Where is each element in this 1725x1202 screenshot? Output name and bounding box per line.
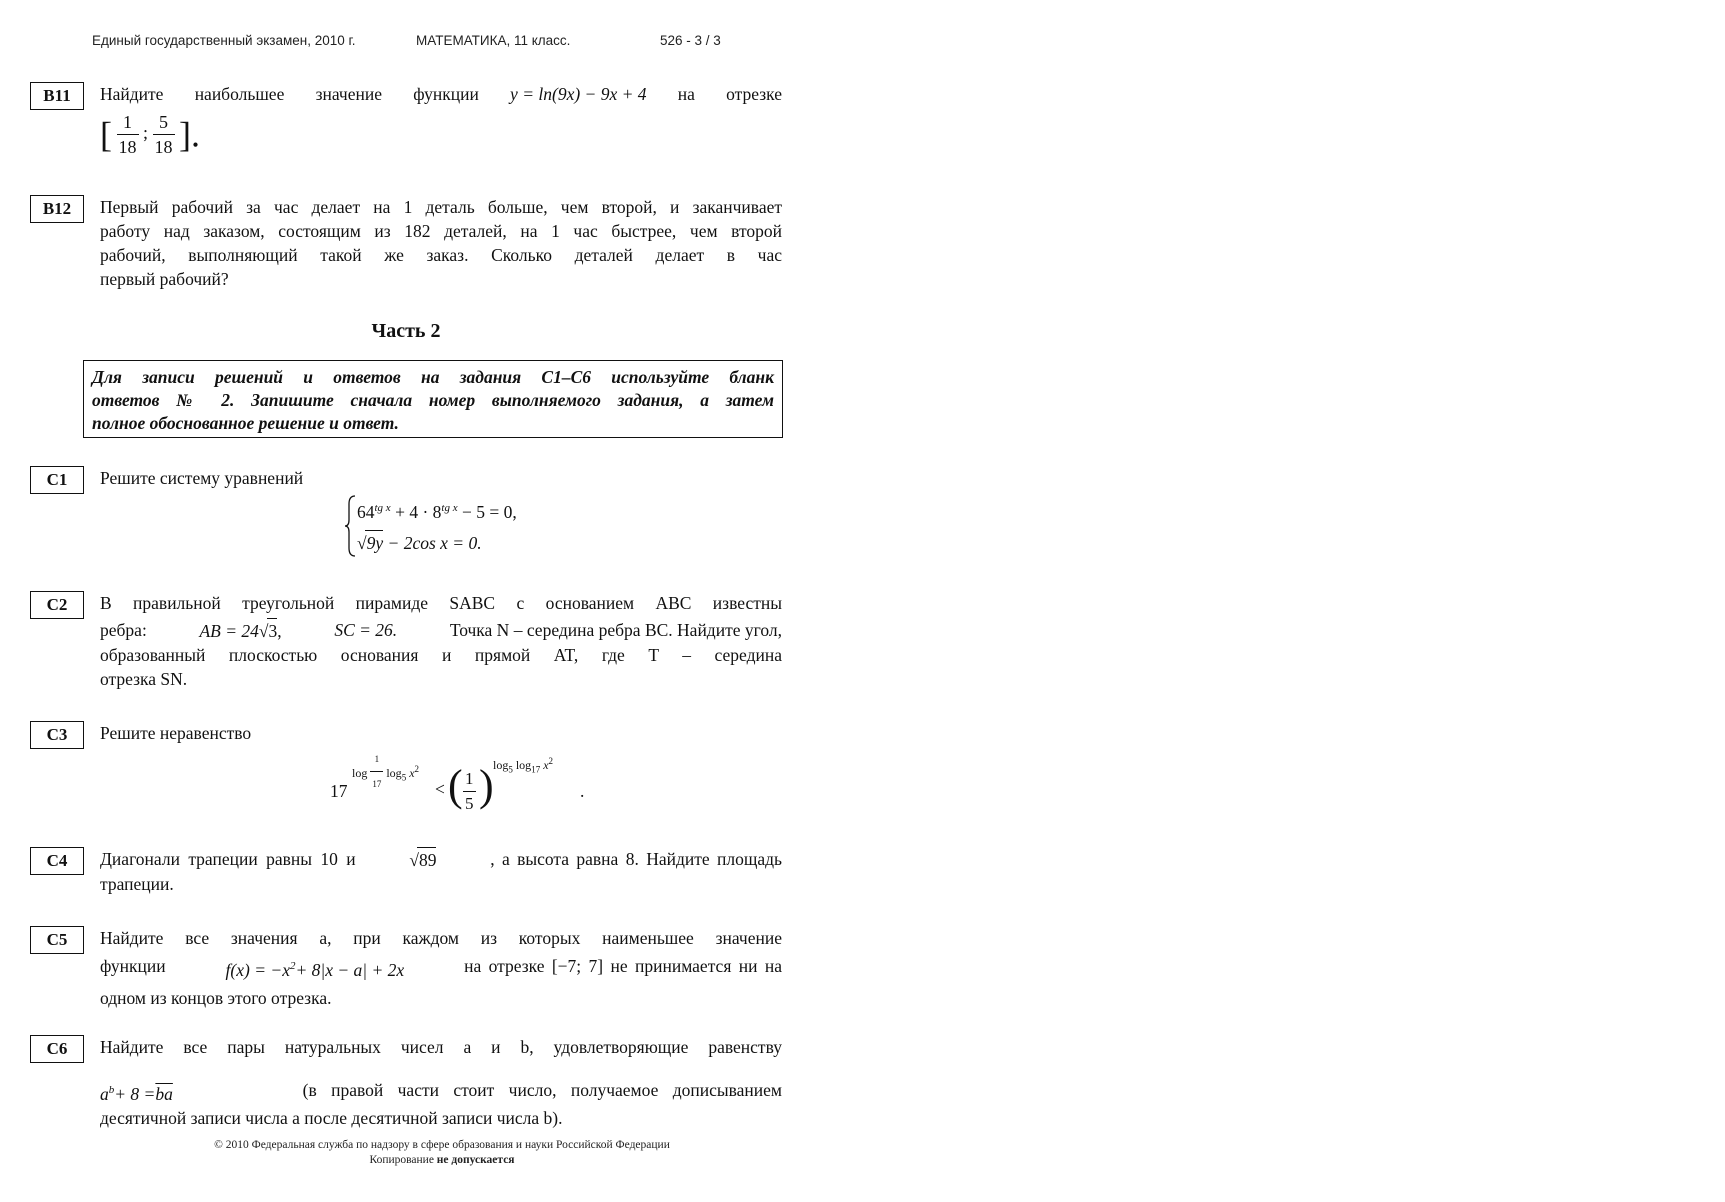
exam-title: Единый государственный экзамен, 2010 г.	[92, 33, 356, 48]
lhs-exponent	[352, 747, 419, 796]
text-line: В правильной треугольной пирамиде SABC с основанием ABC известны	[100, 593, 782, 613]
text-line	[100, 1078, 782, 1106]
text-line: Первый рабочий за час делает на 1 деталь больше, чем второй, и заканчивает	[100, 197, 782, 217]
power: b	[108, 1084, 115, 1096]
task-label: C3	[30, 721, 84, 749]
task-b11	[30, 82, 782, 172]
equation-2	[357, 530, 482, 555]
numerator: 1	[117, 110, 139, 135]
var-a: a	[100, 1083, 109, 1104]
denominator: 17	[372, 779, 382, 789]
numerator: 5	[153, 110, 175, 135]
task-text	[100, 591, 782, 691]
log-text: log	[512, 758, 532, 772]
text-line	[100, 82, 782, 106]
sqrt-radicand: 3	[267, 618, 278, 643]
text-line: первый рабочий?	[100, 269, 229, 289]
text-line: образованный плоскостью основания и прямой AT, где T – середина	[100, 645, 782, 665]
formula-part: + 8 =	[114, 1083, 156, 1104]
interval-formula	[100, 110, 782, 159]
word: ребра:	[100, 620, 147, 640]
power: 2	[289, 960, 296, 972]
bracket-open: [	[100, 114, 112, 155]
instruction-line: ответов № 2. Запишите сначала номер выполняемого задания, а затем	[92, 390, 774, 410]
punct: ,	[277, 621, 282, 641]
page-header	[92, 33, 792, 53]
task-text	[100, 195, 782, 291]
text-line	[100, 954, 782, 982]
denominator: 18	[118, 137, 137, 157]
page-number: 526 - 3 / 3	[660, 33, 721, 48]
eq-term: − 5 = 0,	[457, 501, 517, 522]
task-c3	[30, 721, 782, 821]
word: Найдите	[100, 84, 164, 104]
power: 2	[414, 764, 420, 774]
task-text	[100, 847, 782, 896]
task-c1	[30, 466, 782, 566]
text-line: Найдите все пары натуральных чисел a и b, удовлетворяющие равенству	[100, 1037, 782, 1057]
numerator: 1	[463, 767, 476, 792]
eq-exponent: tg x	[441, 502, 458, 514]
task-c4	[30, 847, 782, 907]
formula-part: + 8|x − a| + 2x	[295, 959, 405, 980]
footer-copy-notice	[92, 1154, 792, 1166]
task-label: C5	[30, 926, 84, 954]
task-text	[100, 926, 782, 1010]
footer-bold-text: не допускается	[436, 1154, 515, 1166]
word: наибольшее	[194, 84, 285, 104]
eq-term: 64	[357, 501, 375, 522]
sqrt-icon: √	[357, 533, 367, 553]
fraction-five-eighteenths	[153, 110, 175, 159]
base-17: 17	[330, 781, 348, 801]
subject-title: МАТЕМАТИКА, 11 класс.	[416, 33, 571, 48]
text-part: (в правой части стоит число, получаемое дописыванием	[302, 1080, 782, 1100]
rhs-exponent	[493, 749, 553, 781]
edge-sc: SC = 26.	[334, 620, 398, 640]
equation-1	[357, 496, 517, 524]
overlined-ba: $\overline{ba}$	[155, 1083, 173, 1104]
text-part: Точка N – середина ребра BC. Найдите угол,	[449, 620, 782, 640]
task-b12	[30, 195, 782, 295]
task-label: C1	[30, 466, 84, 494]
log-base: 5	[508, 764, 513, 775]
text-line: рабочий, выполняющий такой же заказ. Сколько деталей делает в час	[100, 245, 782, 265]
section-title: Часть 2	[371, 320, 441, 342]
text-line: работу над заказом, состоящим из 182 деталей, на 1 час быстрее, чем второй	[100, 221, 782, 241]
text-line	[100, 847, 782, 872]
bracket-close: ].	[179, 114, 201, 155]
numerator: 1	[370, 747, 383, 772]
task-label: C2	[30, 591, 84, 619]
task-text	[100, 721, 782, 813]
var-x: x	[406, 766, 415, 780]
text-line: отрезка SN.	[100, 669, 188, 689]
task-label: C6	[30, 1035, 84, 1063]
less-than-sign: <	[435, 779, 445, 799]
log-base: 5	[401, 772, 407, 783]
inequality	[330, 747, 590, 817]
instruction-line: Для записи решений и ответов на задания С1–С6 используйте бланк	[92, 367, 774, 387]
log-text: log	[493, 758, 509, 772]
sqrt-icon: √	[258, 621, 269, 641]
footer-copyright: © 2010 Федеральная служба по надзору в сфере образования и науки Российской Федерации	[214, 1139, 670, 1151]
task-c5	[30, 926, 782, 1016]
task-c2	[30, 591, 782, 691]
equation	[100, 1078, 173, 1106]
task-text	[100, 82, 782, 159]
footer-text: Копирование	[369, 1154, 437, 1166]
function-formula	[226, 954, 405, 982]
formula: AB = 24	[199, 621, 259, 641]
fraction-one-fifth	[463, 767, 476, 816]
word: отрезке	[726, 84, 782, 104]
text-line: Найдите все значения a, при каждом из которых наименьшее значение	[100, 928, 782, 948]
denominator: 18	[154, 137, 173, 157]
fraction-one-eighteenth	[117, 110, 139, 159]
eq-term: + 4 · 8	[390, 501, 442, 522]
function-formula: y = ln(9x) − 9x + 4	[510, 84, 647, 104]
text-line: Решите систему уравнений	[100, 468, 304, 488]
log-text: log	[386, 766, 402, 780]
task-label: B12	[30, 195, 84, 223]
period: .	[580, 781, 585, 801]
word: функции	[100, 956, 166, 976]
system-brace	[345, 494, 357, 558]
fraction-one-seventeenth	[370, 747, 383, 796]
paren-open: (	[448, 761, 463, 810]
sqrt-radicand: 89	[417, 847, 437, 872]
text-line: десятичной записи числа a после десятичной записи числа b).	[100, 1107, 563, 1128]
paren-close: )	[479, 761, 494, 810]
text-line: Решите неравенство	[100, 723, 252, 743]
formula-part: f(x) = −x	[225, 959, 290, 980]
equation-system	[345, 494, 585, 558]
instruction-box	[83, 360, 783, 438]
text-part: , а высота равна 8. Найдите площадь	[490, 849, 782, 869]
text-line: одном из концов этого отрезка.	[100, 987, 332, 1008]
task-text	[100, 1035, 782, 1130]
eq-term: − 2cos x = 0.	[383, 533, 482, 553]
word: значение	[315, 84, 382, 104]
sqrt-89	[409, 847, 436, 872]
power: 2	[548, 756, 554, 766]
word: функции	[413, 84, 479, 104]
separator: ;	[143, 122, 149, 143]
task-label: C4	[30, 847, 84, 875]
text-line: трапеции.	[100, 874, 174, 894]
edge-ab	[199, 618, 281, 643]
denominator: 5	[465, 794, 474, 813]
word: на	[677, 84, 695, 104]
var-x: x	[540, 758, 549, 772]
sqrt-icon: √	[409, 850, 419, 870]
log-base: 17	[531, 764, 541, 775]
text-part: Диагонали трапеции равны 10 и	[100, 849, 356, 869]
eq-exponent: tg x	[374, 502, 391, 514]
task-c6	[30, 1035, 782, 1128]
log-text: log	[352, 766, 368, 780]
text-line	[100, 618, 782, 643]
sqrt-radicand: 9y	[365, 530, 384, 555]
task-label: B11	[30, 82, 84, 110]
instruction-line: полное обоснованное решение и ответ.	[92, 413, 399, 433]
text-part: на отрезке [−7; 7] не принимается ни на	[464, 956, 782, 976]
